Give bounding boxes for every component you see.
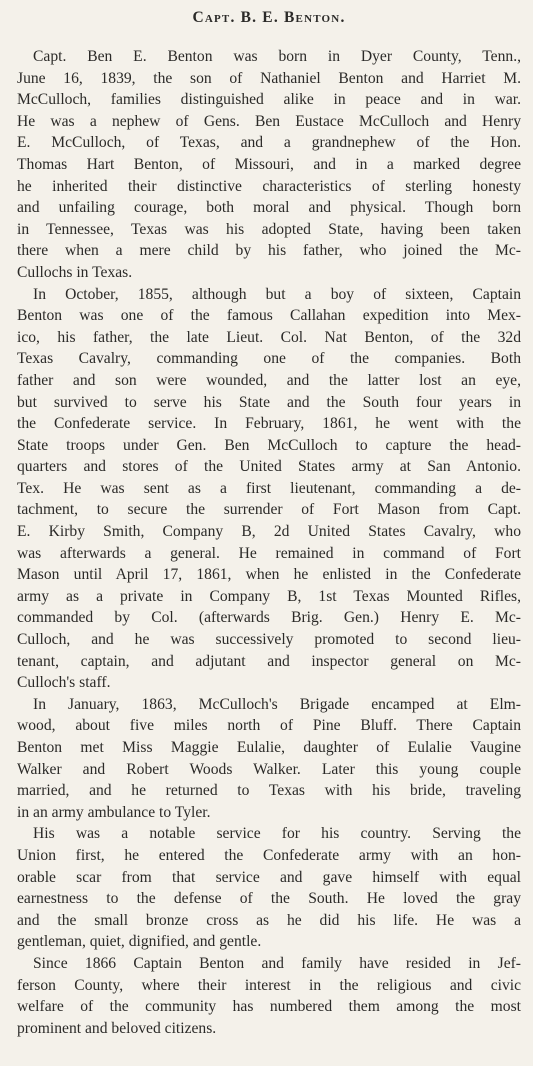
text-line: ferson County, where their interest in the religious and civic (17, 976, 521, 994)
text-line: McCulloch, families distinguished alike in peace and in war. (17, 91, 521, 109)
text-line: Culloch's staff. (17, 674, 111, 692)
text-line: but survived to serve his State and the South four years in (17, 393, 521, 411)
text-line: Benton met Miss Maggie Eulalie, daughter of Eulalie Vaugine (17, 739, 521, 756)
paragraph-2 (17, 284, 521, 694)
text-line: tenant, captain, and adjutant and inspector general on Mc- (17, 652, 521, 670)
paragraph-4 (17, 823, 521, 953)
text-line: he inherited their distinctive characteristics of sterling honesty (17, 177, 521, 195)
paragraph-3 (17, 694, 521, 824)
text-line: Tex. He was sent as a first lieutenant, commanding a de- (17, 479, 521, 497)
text-line: Walker and Robert Woods Walker. Later this young couple (17, 760, 521, 778)
text-line: and unfailing courage, both moral and physical. Though born (17, 199, 521, 217)
text-line: tachment, to secure the surrender of Fort Mason from Capt. (17, 501, 521, 519)
text-line: gentleman, quiet, dignified, and gentle. (17, 933, 262, 951)
text-line: Benton was one of the famous Callahan expedition into Mex- (17, 307, 521, 325)
text-line: the Confederate service. In February, 1861, he went with the (17, 415, 521, 433)
text-line: earnestness to the defense of the South. He loved the gray (17, 890, 521, 908)
text-line: He was a nephew of Gens. Ben Eustace McCulloch and Henry (17, 112, 521, 130)
text-line: in Tennessee, Texas was his adopted State, having been taken (17, 220, 521, 238)
text-line: E. Kirby Smith, Company B, 2d United States Cavalry, who (17, 523, 521, 541)
text-line: State troops under Gen. Ben McCulloch to capture the head- (17, 436, 521, 454)
text-line: E. McCulloch, of Texas, and a grandnephew of the Hon. (17, 134, 521, 152)
text-line: father and son were wounded, and the latter lost an eye, (17, 371, 521, 389)
text-line: June 16, 1839, the son of Nathaniel Benton and Harriet M. (17, 69, 521, 87)
text-line: wood, about five miles north of Pine Bluff. There Captain (17, 717, 521, 735)
text-line: Capt. Ben E. Benton was born in Dyer County, Tenn., (33, 48, 521, 65)
text-line: prominent and beloved citizens. (17, 1019, 217, 1037)
text-line: married, and he returned to Texas with his bride, traveling (17, 782, 521, 800)
article-title: Capt. B. E. Benton. (192, 9, 346, 26)
text-line: Union first, he entered the Confederate army with an hon- (17, 846, 521, 864)
text-line: Mason until April 17, 1861, when he enlisted in the Confederate (17, 566, 521, 584)
text-line: there when a mere child by his father, who joined the Mc- (17, 242, 521, 260)
text-line: army as a private in Company B, 1st Texas Mounted Rifles, (17, 587, 521, 605)
text-line: Since 1866 Captain Benton and family have resided in Jef- (33, 954, 521, 972)
text-line: Culloch, and he was successively promoted to second lieu- (17, 631, 521, 649)
paragraph-1 (17, 46, 521, 284)
text-line: orable scar from that service and gave himself with equal (17, 868, 521, 886)
text-line: commanded by Col. (afterwards Brig. Gen.) Henry E. Mc- (17, 609, 521, 627)
article-body (17, 46, 521, 1039)
paragraph-5 (17, 953, 521, 1039)
text-line: was afterwards a general. He remained in command of Fort (17, 544, 521, 562)
text-line: quarters and stores of the United States army at San Antonio. (17, 458, 521, 476)
text-line: Texas Cavalry, commanding one of the companies. Both (17, 350, 521, 368)
text-line: ico, his father, the late Lieut. Col. Nat Benton, of the 32d (17, 328, 521, 346)
text-line: In October, 1855, although but a boy of sixteen, Captain (33, 285, 521, 303)
text-line: and the small bronze cross as he did his life. He was a (17, 911, 521, 929)
text-line: In January, 1863, McCulloch's Brigade encamped at Elm- (33, 695, 521, 713)
text-line: Cullochs in Texas. (17, 263, 133, 281)
text-line: welfare of the community has numbered them among the most (17, 998, 521, 1016)
text-line: Thomas Hart Benton, of Missouri, and in a marked degree (17, 155, 521, 173)
text-line: in an army ambulance to Tyler. (17, 803, 211, 821)
text-line: His was a notable service for his country. Serving the (33, 825, 521, 843)
